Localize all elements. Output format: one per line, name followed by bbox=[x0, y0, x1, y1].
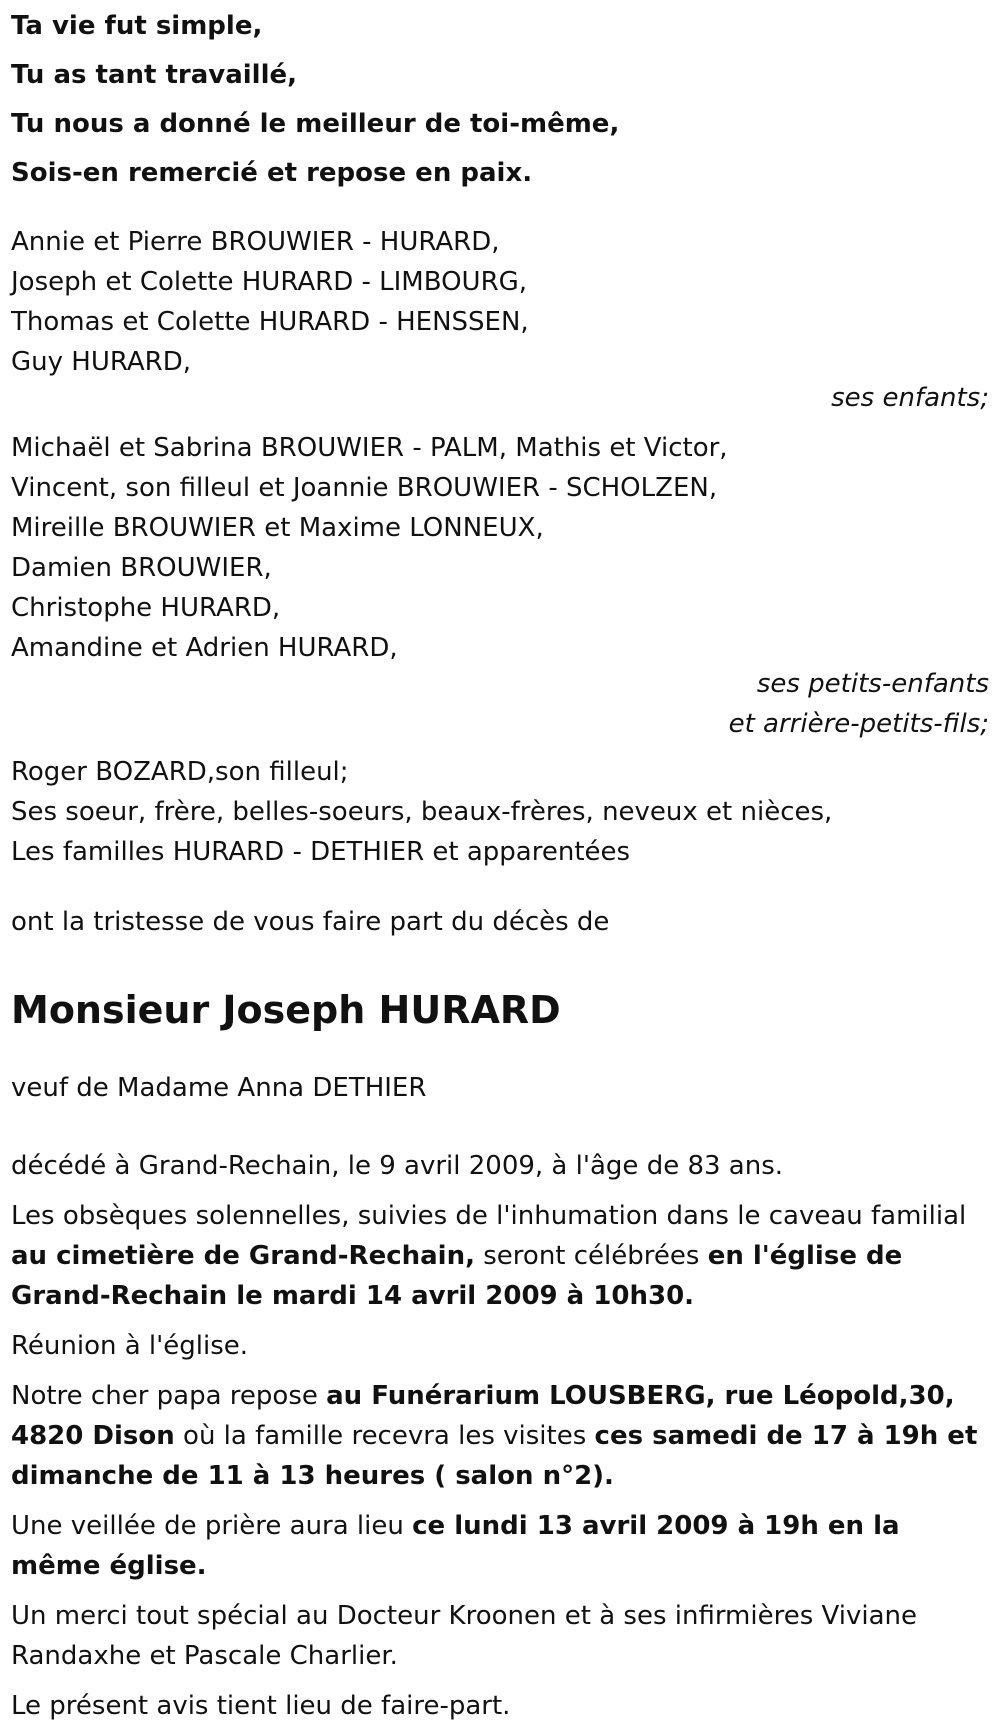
details bbox=[11, 1146, 989, 1726]
rest-text: où la famille recevra les visites bbox=[174, 1421, 595, 1451]
death-line: décédé à Grand-Rechain, le 9 avril 2009, à l'âge de 83 ans. bbox=[11, 1151, 784, 1181]
children-list bbox=[11, 222, 989, 418]
obituary-notice bbox=[11, 0, 989, 1726]
funeral-church-date: en l'église de Grand-Rechain le mardi 14 avril 2009 à 10h30. bbox=[11, 1241, 903, 1311]
family-name-line: Les familles HURARD - DETHIER et apparentées bbox=[11, 837, 631, 867]
poem bbox=[11, 0, 989, 198]
children-caption: ses enfants; bbox=[831, 383, 989, 413]
family-name-line: Vincent, son filleul et Joannie BROUWIER - SCHOLZEN, bbox=[11, 473, 718, 503]
grandchildren-caption: ses petits-enfants bbox=[756, 669, 989, 699]
announcement: ont la tristesse de vous faire part du décès de bbox=[11, 907, 610, 937]
poem-line: Tu as tant travaillé, bbox=[11, 60, 298, 90]
meeting-line: Réunion à l'église. bbox=[11, 1331, 249, 1361]
family-name-line: Annie et Pierre BROUWIER - HURARD, bbox=[11, 227, 500, 257]
family-name-line: Joseph et Colette HURARD - LIMBOURG, bbox=[11, 267, 528, 297]
widow-line: veuf de Madame Anna DETHIER bbox=[11, 1073, 427, 1103]
family-name-line: Amandine et Adrien HURARD, bbox=[11, 633, 398, 663]
family-name-line: Ses soeur, frère, belles-soeurs, beaux-frères, neveux et nièces, bbox=[11, 797, 833, 827]
funerarium-address: au Funérarium LOUSBERG, rue Léopold,30, 4820 Dison bbox=[11, 1381, 955, 1451]
poem-line: Sois-en remercié et repose en paix. bbox=[11, 158, 533, 188]
deceased-name: Monsieur Joseph HURARD bbox=[11, 988, 561, 1032]
rest-paragraph bbox=[11, 1376, 989, 1496]
family-name-line: Michaël et Sabrina BROUWIER - PALM, Mathis et Victor, bbox=[11, 433, 728, 463]
grandchildren-caption: et arrière-petits-fils; bbox=[728, 709, 989, 739]
other-relatives bbox=[11, 752, 989, 872]
family-name-line: Roger BOZARD,son filleul; bbox=[11, 757, 349, 787]
family-name-line: Guy HURARD, bbox=[11, 347, 192, 377]
funeral-text: seront célébrées bbox=[474, 1241, 708, 1271]
vigil-date: ce lundi 13 avril 2009 à 19h en la même église. bbox=[11, 1511, 900, 1581]
funeral-paragraph bbox=[11, 1196, 989, 1316]
vigil-text: Une veillée de prière aura lieu bbox=[11, 1511, 413, 1541]
family-name-line: Thomas et Colette HURARD - HENSSEN, bbox=[11, 307, 529, 337]
family-name-line: Christophe HURARD, bbox=[11, 593, 281, 623]
vigil-paragraph bbox=[11, 1506, 989, 1586]
family-name-line: Mireille BROUWIER et Maxime LONNEUX, bbox=[11, 513, 544, 543]
funeral-place: au cimetière de Grand-Rechain, bbox=[11, 1241, 475, 1271]
funeral-text: Les obsèques solennelles, suivies de l'inhumation dans le caveau familial bbox=[11, 1201, 967, 1231]
family-name-line: Damien BROUWIER, bbox=[11, 553, 272, 583]
thanks-paragraph: Un merci tout spécial au Docteur Kroonen et à ses infirmières Viviane Randaxhe et Pascale Charlier. bbox=[11, 1601, 917, 1671]
visiting-hours: ces samedi de 17 à 19h et dimanche de 11 à 13 heures ( salon n°2). bbox=[11, 1421, 978, 1491]
poem-line: Ta vie fut simple, bbox=[11, 11, 263, 41]
poem-line: Tu nous a donné le meilleur de toi-même, bbox=[11, 109, 620, 139]
grandchildren-list bbox=[11, 428, 989, 744]
closing-line: Le présent avis tient lieu de faire-part. bbox=[11, 1691, 511, 1721]
rest-text: Notre cher papa repose bbox=[11, 1381, 327, 1411]
